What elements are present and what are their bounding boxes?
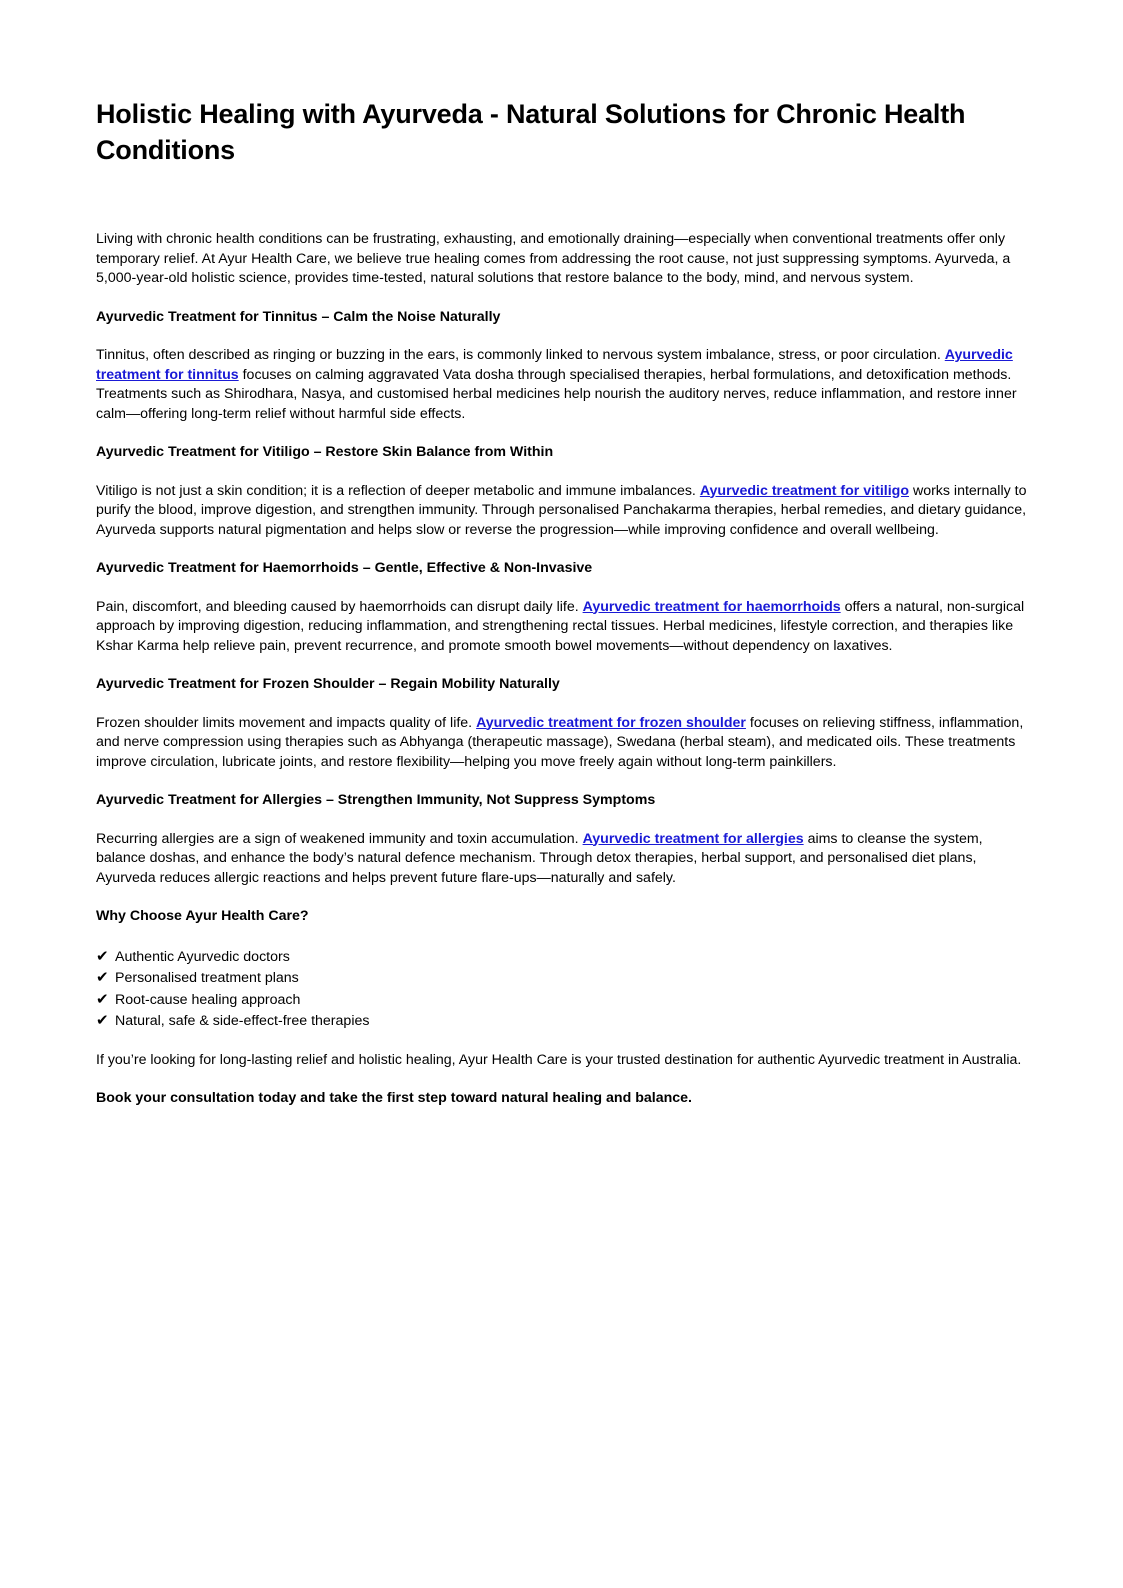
checkmark-icon: ✔ [96, 1011, 109, 1029]
section-heading: Ayurvedic Treatment for Tinnitus – Calm the Noise Naturally [96, 308, 501, 325]
section-heading: Ayurvedic Treatment for Vitiligo – Restore Skin Balance from Within [96, 444, 554, 460]
section-paragraph: Frozen shoulder limits movement and impacts quality of life. Ayurvedic treatment for frozen shoulder focuses on relieving stiffness, inflammation, and nerve compression using therapies such as Abhyanga (therapeutic massage), Swedana (herbal steam), and medicated oils. These treatments improve circulation, lubricate joints, and restore flexibility—helping you move freely again without long-term painkillers. [96, 714, 1024, 770]
link-tinnitus[interactable]: Ayurvedic treatment for tinnitus [96, 347, 1013, 383]
page-title: Holistic Healing with Ayurveda - Natural Solutions for Chronic Health Conditions [96, 99, 966, 165]
section-heading: Ayurvedic Treatment for Haemorrhoids – Gentle, Effective & Non-Invasive [96, 560, 593, 576]
checkmark-icon: ✔ [96, 968, 109, 986]
checkmark-icon: ✔ [96, 946, 109, 965]
closing-paragraph: If you’re looking for long-lasting relief and holistic healing, Ayur Health Care is your trusted destination for authentic Ayurvedic treatment in Australia. [96, 1051, 1022, 1068]
document-page [96, 96, 1028, 1128]
list-item: ✔ Natural, safe & side-effect-free therapies [96, 1011, 370, 1029]
document-body [96, 230, 1028, 1109]
link-allergies[interactable]: Ayurvedic treatment for allergies [582, 830, 804, 847]
section-paragraph: Pain, discomfort, and bleeding caused by haemorrhoids can disrupt daily life. Ayurvedic treatment for haemorrhoids offers a natural, non-surgical approach by improving digestion, reducing inflammation, and strengthening rectal tissues. Herbal medicines, lifestyle correction, and therapies like Kshar Karma help relieve pain, prevent recurrence, and promote smooth bowel movements—without dependency on laxatives. [96, 598, 1025, 654]
section-heading: Ayurvedic Treatment for Allergies – Strengthen Immunity, Not Suppress Symptoms [96, 792, 656, 808]
benefits-list [96, 946, 1028, 1032]
section-tinnitus [96, 308, 1028, 425]
checkmark-icon: ✔ [96, 989, 109, 1008]
section-vitiligo [96, 443, 1028, 540]
link-frozen-shoulder[interactable]: Ayurvedic treatment for frozen shoulder [476, 714, 746, 731]
link-haemorrhoids[interactable]: Ayurvedic treatment for haemorrhoids [582, 598, 841, 615]
intro-paragraph: Living with chronic health conditions can be frustrating, exhausting, and emotionally draining—especially when conventional treatments offer only temporary relief. At Ayur Health Care, we believe true healing comes from addressing the root cause, not just suppressing symptoms. Ayurveda, a 5,000-year-old holistic science, provides time-tested, natural solutions that restore balance to the body, mind, and nervous system. [96, 231, 1011, 286]
list-item: ✔ Personalised treatment plans [96, 968, 299, 986]
section-frozen-shoulder [96, 675, 1028, 772]
section-allergies [96, 791, 1028, 888]
call-to-action: Book your consultation today and take the first step toward natural healing and balance. [96, 1090, 692, 1106]
section-paragraph: Vitiligo is not just a skin condition; it is a reflection of deeper metabolic and immune imbalances. Ayurvedic treatment for vitiligo works internally to purify the blood, improve digestion, and strengthen immunity. Through personalised Panchakarma therapies, herbal remedies, and dietary guidance, Ayurveda supports natural pigmentation and helps slow or reverse the progression—while improving confidence and overall wellbeing. [96, 482, 1027, 538]
list-item: ✔ Root-cause healing approach [96, 989, 301, 1008]
section-haemorrhoids [96, 559, 1028, 656]
why-choose-heading: Why Choose Ayur Health Care? [96, 908, 309, 924]
list-item: ✔ Authentic Ayurvedic doctors [96, 946, 290, 965]
section-paragraph: Recurring allergies are a sign of weakened immunity and toxin accumulation. Ayurvedic treatment for allergies aims to cleanse the system, balance doshas, and enhance the body’s natural defence mechanism. Through detox therapies, herbal support, and personalised diet plans, Ayurveda reduces allergic reactions and helps prevent future flare-ups—naturally and safely. [96, 830, 983, 886]
link-vitiligo[interactable]: Ayurvedic treatment for vitiligo [699, 482, 909, 499]
section-heading: Ayurvedic Treatment for Frozen Shoulder – Regain Mobility Naturally [96, 676, 560, 692]
section-paragraph: Tinnitus, often described as ringing or buzzing in the ears, is commonly linked to nervous system imbalance, stress, or poor circulation. Ayurvedic treatment for tinnitus focuses on calming aggravated Vata dosha through specialised therapies, herbal formulations, and detoxification methods. Treatments such as Shirodhara, Nasya, and customised herbal medicines help nourish the auditory nerves, reduce inflammation, and restore inner calm—offering long-term relief without harmful side effects. [96, 347, 1017, 422]
